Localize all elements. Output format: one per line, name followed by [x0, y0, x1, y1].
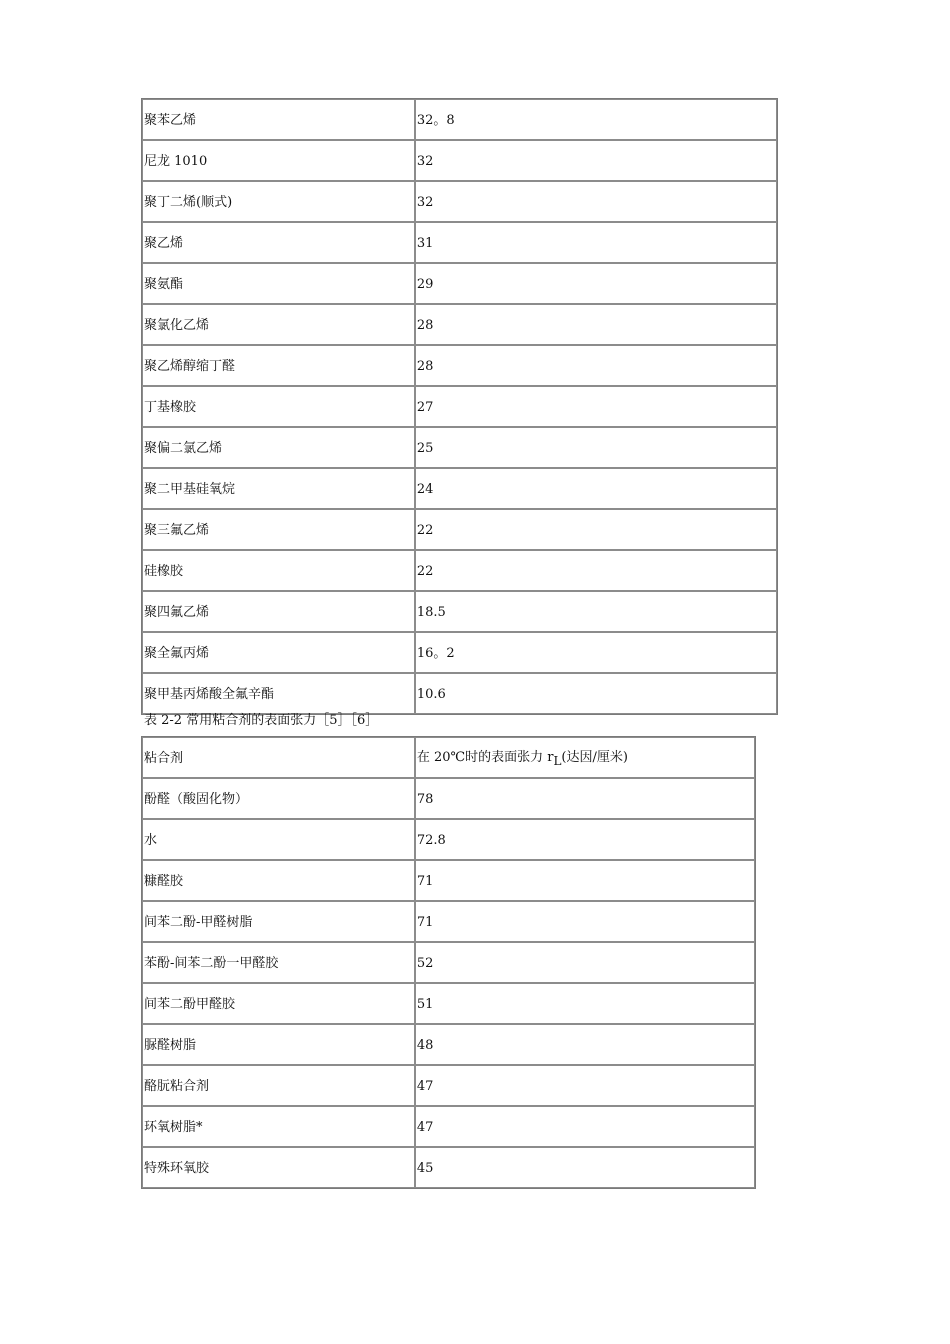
- table-cell: 硅橡胶: [142, 550, 415, 591]
- table-row: [142, 427, 777, 468]
- table-cell: 22: [415, 509, 777, 550]
- table-cell: 71: [415, 860, 755, 901]
- table-row: [142, 468, 777, 509]
- surface-tension-table-adhesives: [141, 736, 756, 1189]
- table-cell: 酪朊粘合剂: [142, 1065, 415, 1106]
- table-cell: 苯酚-间苯二酚一甲醛胶: [142, 942, 415, 983]
- table-row: [142, 140, 777, 181]
- table-cell: 51: [415, 983, 755, 1024]
- table-row: [142, 304, 777, 345]
- table-cell: 聚四氟乙烯: [142, 591, 415, 632]
- table-cell: 特殊环氧胶: [142, 1147, 415, 1188]
- table-cell: 聚偏二氯乙烯: [142, 427, 415, 468]
- table-cell: 间苯二酚-甲醛树脂: [142, 901, 415, 942]
- table-cell: 丁基橡胶: [142, 386, 415, 427]
- table-row: [142, 778, 755, 819]
- table-cell: 聚乙烯: [142, 222, 415, 263]
- table-cell: 78: [415, 778, 755, 819]
- table-cell: 18.5: [415, 591, 777, 632]
- table-row: [142, 1024, 755, 1065]
- table-row: [142, 386, 777, 427]
- table-cell: 52: [415, 942, 755, 983]
- table-row: [142, 942, 755, 983]
- table1-body: [142, 99, 777, 714]
- table-cell: 糠醛胶: [142, 860, 415, 901]
- table-caption: 表 2-2 常用粘合剂的表面张力［5］［6］: [144, 713, 379, 728]
- table-cell: 28: [415, 304, 777, 345]
- table-cell: 47: [415, 1065, 755, 1106]
- table-row: [142, 550, 777, 591]
- table-cell: 29: [415, 263, 777, 304]
- table-row: [142, 860, 755, 901]
- table-cell: 聚全氟丙烯: [142, 632, 415, 673]
- table-cell: 22: [415, 550, 777, 591]
- header-cell-adhesive: 粘合剂: [142, 737, 415, 778]
- table-row: [142, 1147, 755, 1188]
- table-cell: 尼龙 1010: [142, 140, 415, 181]
- table-cell: 45: [415, 1147, 755, 1188]
- table-cell: 71: [415, 901, 755, 942]
- table-cell: 脲醛树脂: [142, 1024, 415, 1065]
- table-cell: 间苯二酚甲醛胶: [142, 983, 415, 1024]
- table-cell: 25: [415, 427, 777, 468]
- table-cell: 72.8: [415, 819, 755, 860]
- header-unit: (达因/厘米): [561, 749, 628, 765]
- surface-tension-table-polymers: [141, 98, 778, 715]
- table-cell: 24: [415, 468, 777, 509]
- table-row: [142, 99, 777, 140]
- table-header-row: [142, 737, 755, 778]
- table-cell: 水: [142, 819, 415, 860]
- table-cell: 31: [415, 222, 777, 263]
- table-cell: 聚三氟乙烯: [142, 509, 415, 550]
- table-row: [142, 673, 777, 714]
- table-row: [142, 509, 777, 550]
- table-row: [142, 1065, 755, 1106]
- table-row: [142, 181, 777, 222]
- table-row: [142, 901, 755, 942]
- table-cell: 48: [415, 1024, 755, 1065]
- table-cell: 47: [415, 1106, 755, 1147]
- table-cell: 聚氯化乙烯: [142, 304, 415, 345]
- table-cell: 聚二甲基硅氧烷: [142, 468, 415, 509]
- table-row: [142, 1106, 755, 1147]
- table-row: [142, 222, 777, 263]
- header-text: 在 20℃时的表面张力 r: [416, 749, 554, 765]
- table-row: [142, 819, 755, 860]
- table-row: [142, 591, 777, 632]
- header-cell-surface-tension: [415, 737, 755, 778]
- table-cell: 聚丁二烯(顺式): [142, 181, 415, 222]
- table-cell: 聚苯乙烯: [142, 99, 415, 140]
- table-cell: 聚乙烯醇缩丁醛: [142, 345, 415, 386]
- table-cell: 10.6: [415, 673, 777, 714]
- table-cell: 32: [415, 181, 777, 222]
- table-cell: 32。8: [415, 99, 777, 140]
- table-row: [142, 345, 777, 386]
- table-cell: 28: [415, 345, 777, 386]
- table-cell: 聚氨酯: [142, 263, 415, 304]
- table-row: [142, 632, 777, 673]
- table-cell: 聚甲基丙烯酸全氟辛酯: [142, 673, 415, 714]
- table2-body: [142, 737, 755, 1188]
- table-cell: 32: [415, 140, 777, 181]
- table-cell: 16。2: [415, 632, 777, 673]
- table-cell: 环氧树脂*: [142, 1106, 415, 1147]
- subscript: L: [553, 753, 562, 768]
- table-row: [142, 263, 777, 304]
- table-row: [142, 983, 755, 1024]
- table-cell: 酚醛（酸固化物）: [142, 778, 415, 819]
- table-cell: 27: [415, 386, 777, 427]
